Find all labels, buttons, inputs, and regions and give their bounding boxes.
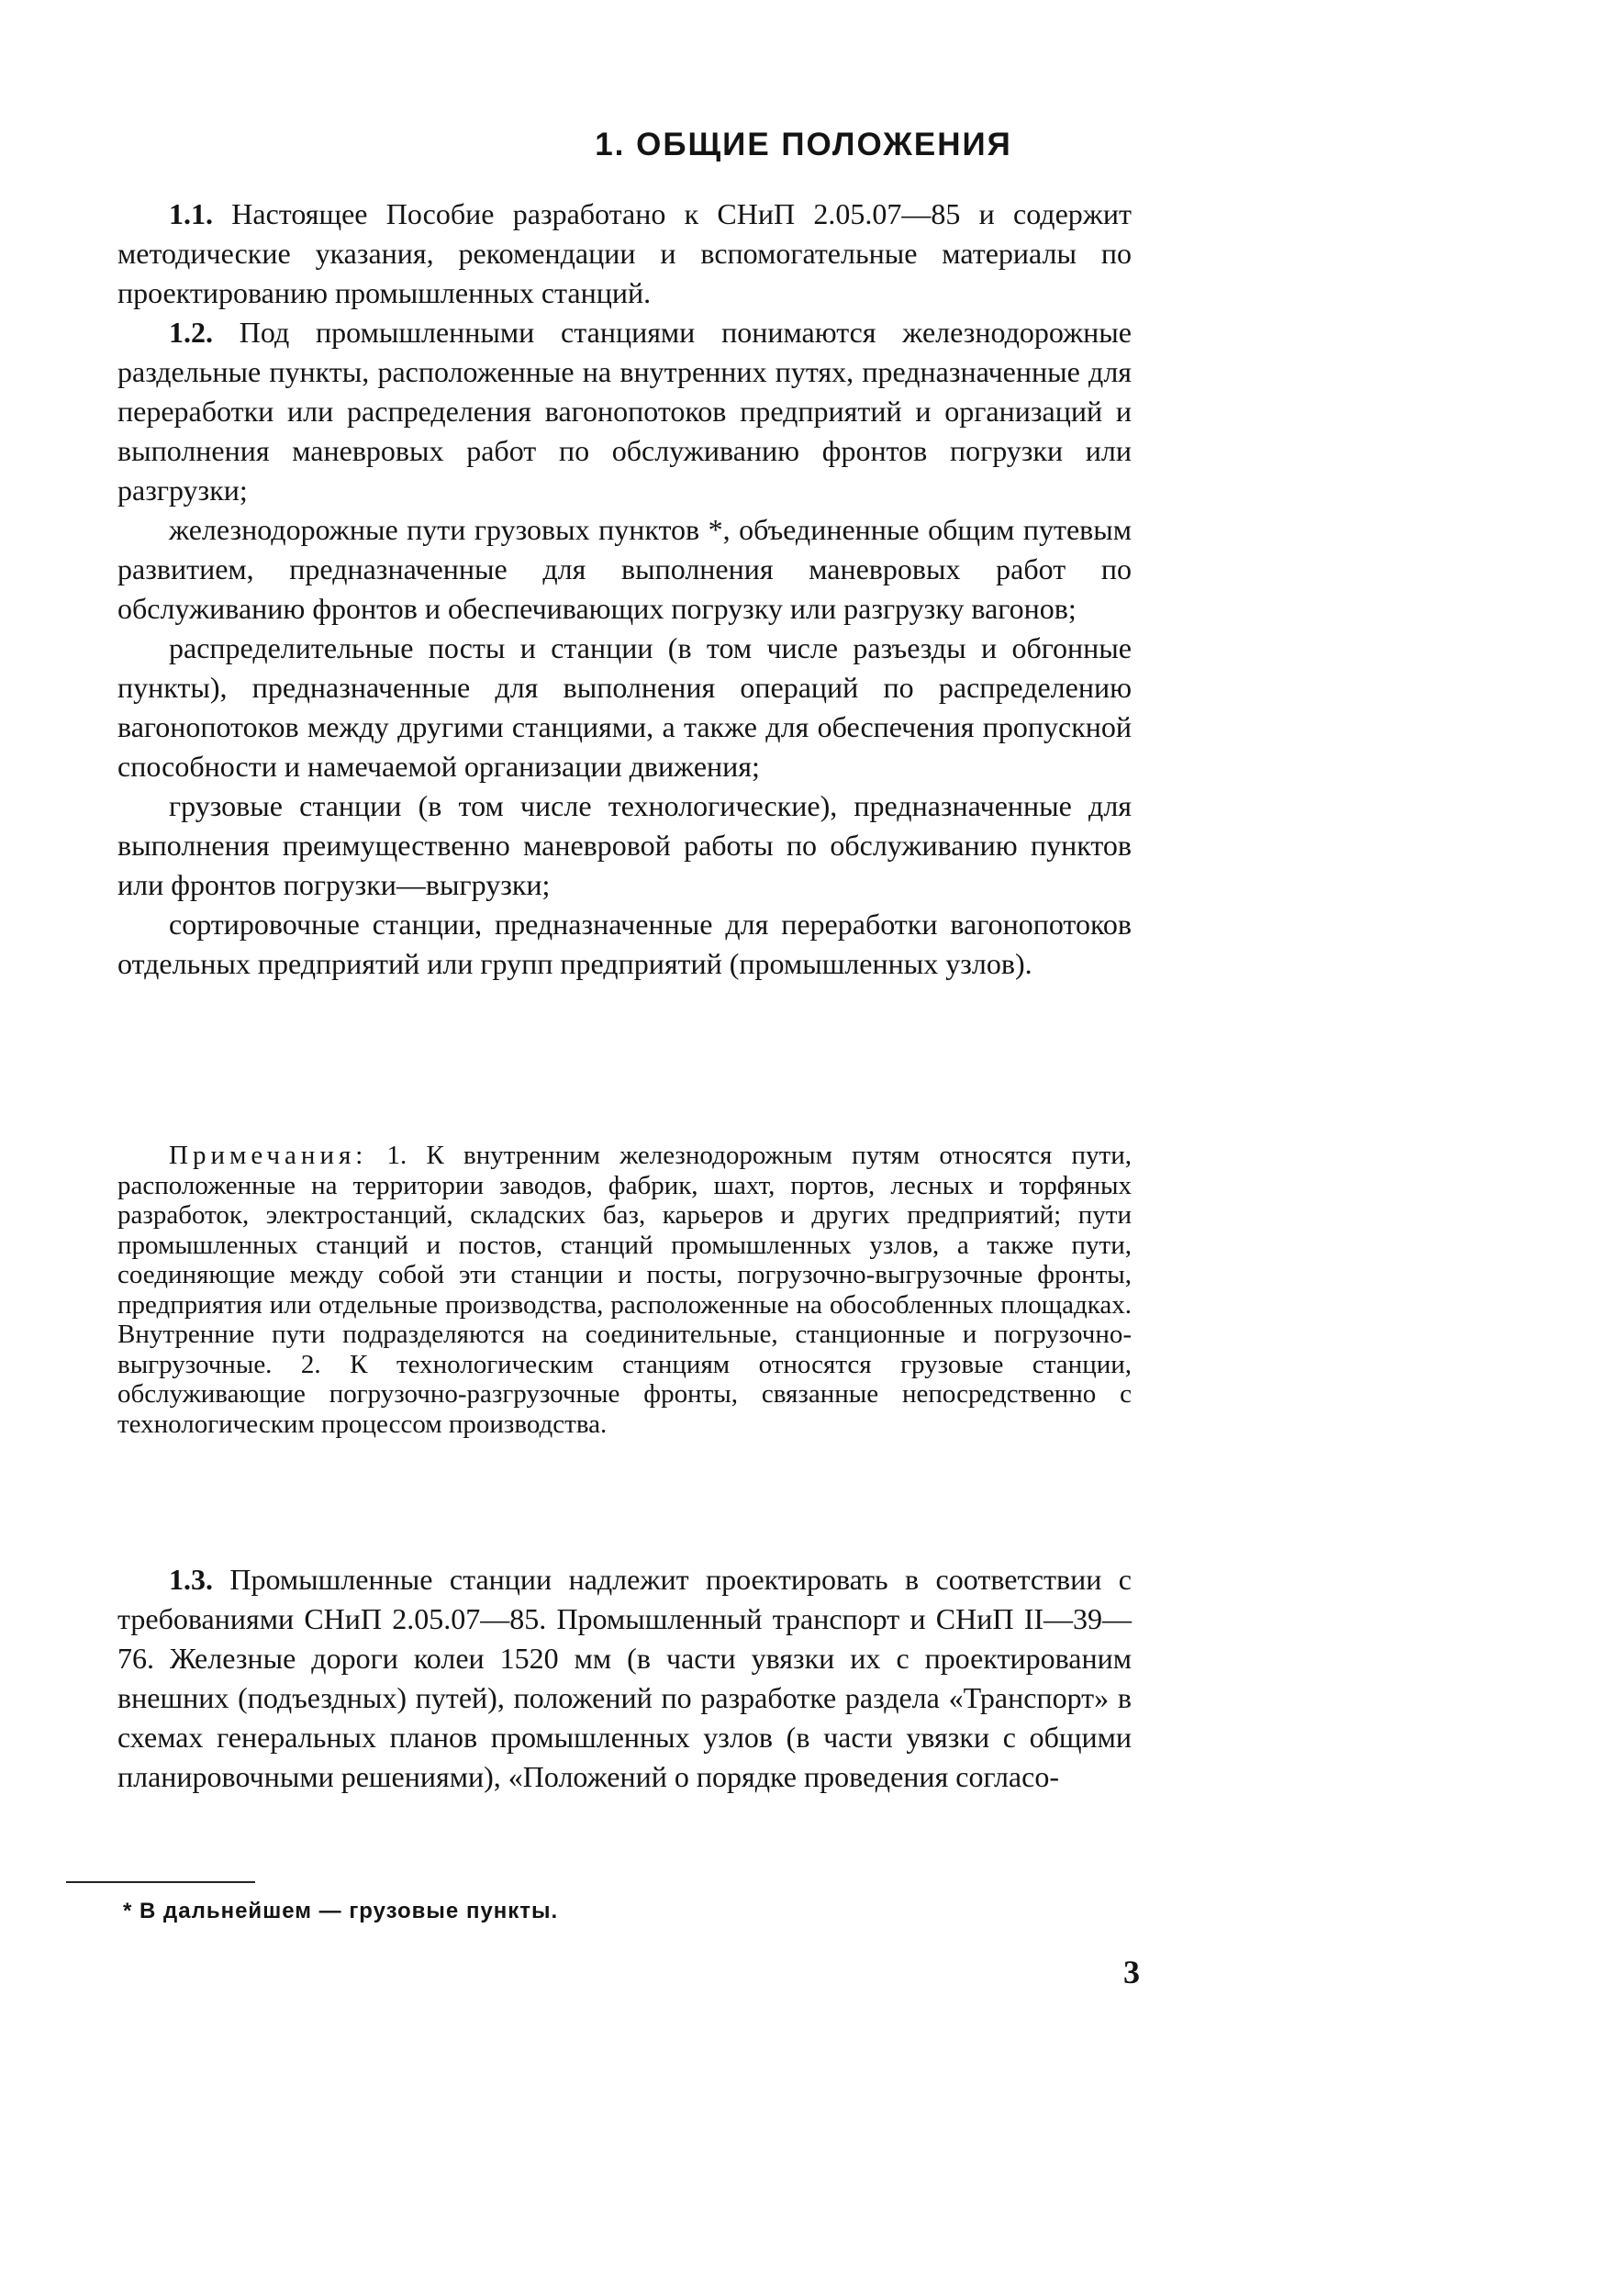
section-1-2: [117, 313, 1132, 984]
section-number-1-2: 1.2.: [169, 316, 213, 349]
section-heading: 1. ОБЩИЕ ПОЛОЖЕНИЯ: [595, 127, 1012, 162]
section-text-1-1: Настоящее Пособие разработано к СНиП 2.05.07—85 и содержит методические указания, рекомендации и вспомогательные материалы по проектированию промышленных станций.: [117, 197, 1132, 309]
notes-text: 1. К внутренним железнодорожным путям относятся пути, расположенные на территории заводов, фабрик, шахт, портов, лесных и торфяных разработок, электростанций, складских баз, карьеров и других предприятий; пути промышленных станций и постов, станций промышленных узлов, а также пути, соединяющие между собой эти станции и посты, погрузочно-выгрузочные фронты, предприятия или отдельные производства, расположенные на обособленных площадках. Внутренние пути подразделяются на соединительные, станционные и погрузочно-выгрузочные. 2. К технологическим станциям относятся грузовые станции, обслуживающие погрузочно-разгрузочные фронты, связанные непосредственно с технологическим процессом производства.: [117, 1141, 1132, 1439]
section-text-1-3: Промышленные станции надлежит проектировать в соответствии с требованиями СНиП 2.05.07—85. Промышленный транспорт и СНиП II—39—76. Железные дороги колеи 1520 мм (в части увязки их с проектированим внешних (подъездных) путей), положений по разработке раздела «Транспорт» в схемах генеральных планов промышленных узлов (в части увязки с общими планировочными решениями), «Положений о порядке проведения согласо-: [117, 1563, 1132, 1793]
list-item: грузовые станции (в том числе технологические), предназначенные для выполнения преимущественно маневровой работы по обслуживанию пунктов или фронтов погрузки—выгрузки;: [117, 789, 1132, 901]
paragraph-1-1: [117, 195, 1132, 313]
section-1-1: [117, 195, 1132, 313]
section-number-1-1: 1.1.: [169, 197, 213, 230]
paragraph-1-2: [117, 313, 1132, 510]
notes-paragraph: [117, 1141, 1132, 1439]
section-text-1-2: Под промышленными станциями понимаются железнодорожные раздельные пункты, расположенные на внутренних путях, предназначенные для переработки или распределения вагонопотоков предприятий и организаций и выполнения маневровых работ по обслуживанию фронтов погрузки или разгрузки;: [117, 316, 1132, 507]
list-item: железнодорожные пути грузовых пунктов *, объединенные общим путевым развитием, предназначенные для выполнения маневровых работ по обслуживанию фронтов и обеспечивающих погрузку или разгрузку вагонов;: [117, 513, 1132, 625]
footnote-divider: [66, 1881, 255, 1883]
notes-label: Примечания:: [169, 1141, 368, 1170]
section-1-3: [117, 1560, 1132, 1797]
section-number-1-3: 1.3.: [169, 1563, 213, 1596]
paragraph-1-3: [117, 1560, 1132, 1797]
footnote: * В дальнейшем — грузовые пункты.: [123, 1899, 559, 1923]
list-item: сортировочные станции, предназначенные для переработки вагонопотоков отдельных предприятий или групп предприятий (промышленных узлов).: [117, 908, 1132, 980]
notes-block: [117, 1141, 1132, 1439]
list-item: распределительные посты и станции (в том числе разъезды и обгонные пункты), предназначенные для выполнения операций по распределению вагонопотоков между другими станциями, а также для обеспечения пропускной способности и намечаемой организации движения;: [117, 631, 1132, 783]
page-number: 3: [1123, 1954, 1140, 1990]
